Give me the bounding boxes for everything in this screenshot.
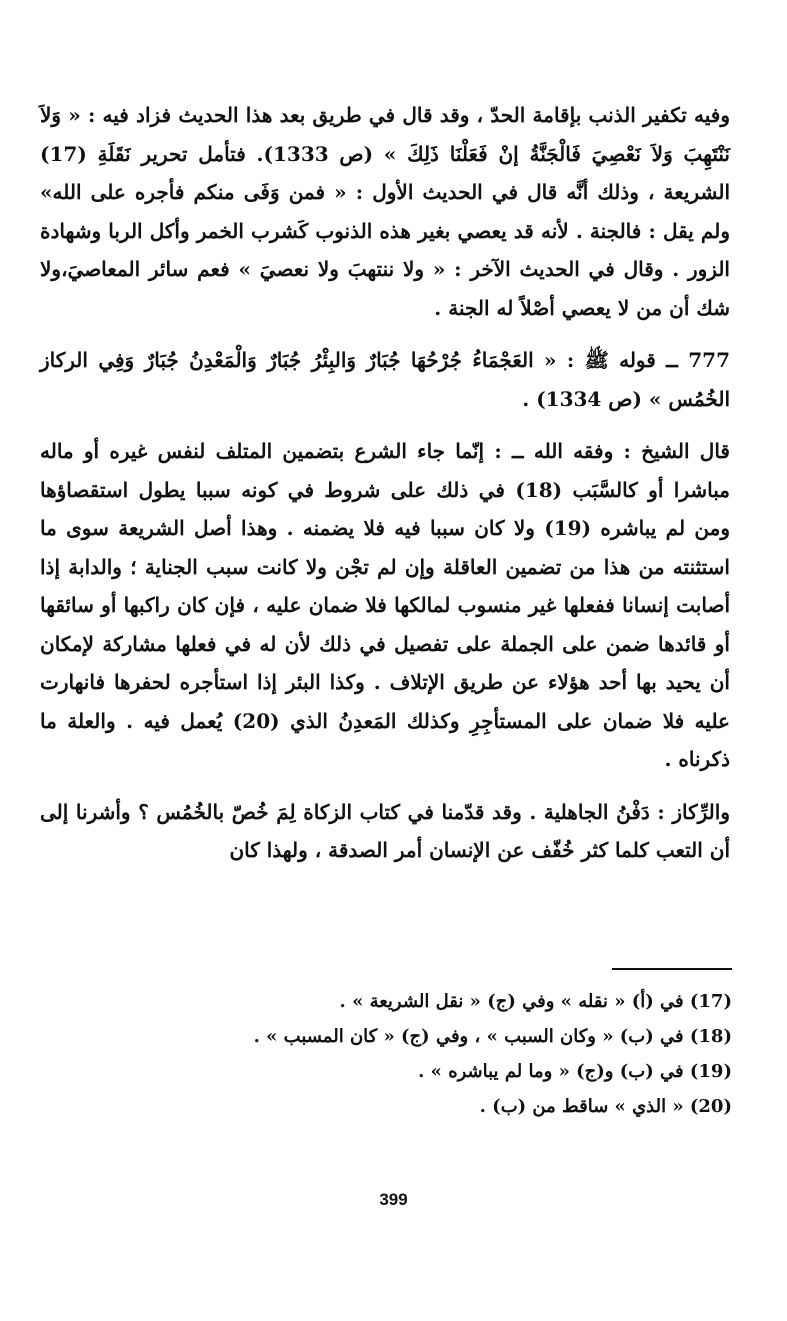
- paragraph-gap: [40, 418, 730, 432]
- paragraph-hadith-777: 777 ــ قوله ﷺ : « العَجْمَاءُ جُرْحُهَا جُبَارٌ وَالبِئْرُ جُبَارٌ وَالْمَعْدِنُ جُبَارٌ وَفِي الركاز الخُمُس » (ص 1334) .: [40, 348, 730, 411]
- footnote-17: (17) في (أ) « نقله » وفي (ج) « نقل الشريعة » .: [339, 991, 732, 1012]
- paragraph-gap: [40, 779, 730, 793]
- page-number: 399: [379, 1190, 408, 1209]
- paragraph-hadith-commentary: وفيه تكفير الذنب بإقامة الحدّ ، وقد قال في طريق بعد هذا الحديث فزاد فيه : « وَلاَ نَنْتَهِبَ وَلاَ نَعْصِيَ فَالْجَنَّةُ إنْ فَعَلْنَا ذَلِكَ » (ص 1333). فتأمل تحرير نَقَلَةِ (17) الشريعة ، وذلك أنَّه قال في الحديث الأول : « فمن وَفَى منكم فأجره على الله» ولم يقل : فالجنة . لأنه قد يعصي بغير هذه الذنوب كَشرب الخمر وأكل الربا وشهادة الزور . وقال في الحديث الآخر : « ولا ننتهبَ ولا نعصيَ » فعم سائر المعاصيَ،ولا شك أن من لا يعصي أصْلاً له الجنة .: [40, 103, 730, 320]
- footnote-separator: [612, 968, 732, 970]
- paragraph-sheikh-commentary: قال الشيخ : وفقه الله ــ : إنّما جاء الشرع بتضمين المتلف لنفس غيره أو ماله مباشرا أو كالسَّبَب (18) في ذلك على شروط في كونه سببا يطول استقصاؤها ومن لم يباشره (19) ولا كان سببا فيه فلا يضمنه . وهذا أصل الشريعة سوى ما استثنته من هذا من تضمين العاقلة وإن لم تجْن ولا كانت سبب الجناية ؛ والدابة إذا أصابت إنسانا ففعلها غير منسوب لمالكها فلا ضمان عليه ، فإن كان راكبها أو سائقها أو قائدها ضمن على الجملة على تفصيل في ذلك لأن له في فعلها مشاركة لإمكان أن يحيد بها أحد هؤلاء عن طريق الإتلاف . وكذا البئر إذا استأجره لحفرها فانهارت عليه فلا ضمان على المستأجِرِ وكذلك المَعدِنُ الذي (20) يُعمل فيه . والعلة ما ذكرناه .: [40, 439, 730, 771]
- main-text: [40, 96, 730, 870]
- paragraph-gap: [40, 327, 730, 341]
- footnote-18: (18) في (ب) « وكان السبب » ، وفي (ج) « كان المسبب » .: [253, 1026, 732, 1047]
- paragraph-rikaz: والرِّكاز : دَفْنُ الجاهلية . وقد قدّمنا في كتاب الزكاة لِمَ خُصّ بالخُمُس ؟ وأشرنا إلى أن التعب كلما كثر خُفّف عن الإنسان أمر الصدقة ، ولهذا كان: [40, 799, 730, 862]
- footnotes: [253, 984, 732, 1124]
- footnote-19: (19) في (ب) و(ج) « وما لم يباشره » .: [418, 1061, 732, 1082]
- footnote-20: (20) « الذي » ساقط من (ب) .: [479, 1096, 732, 1117]
